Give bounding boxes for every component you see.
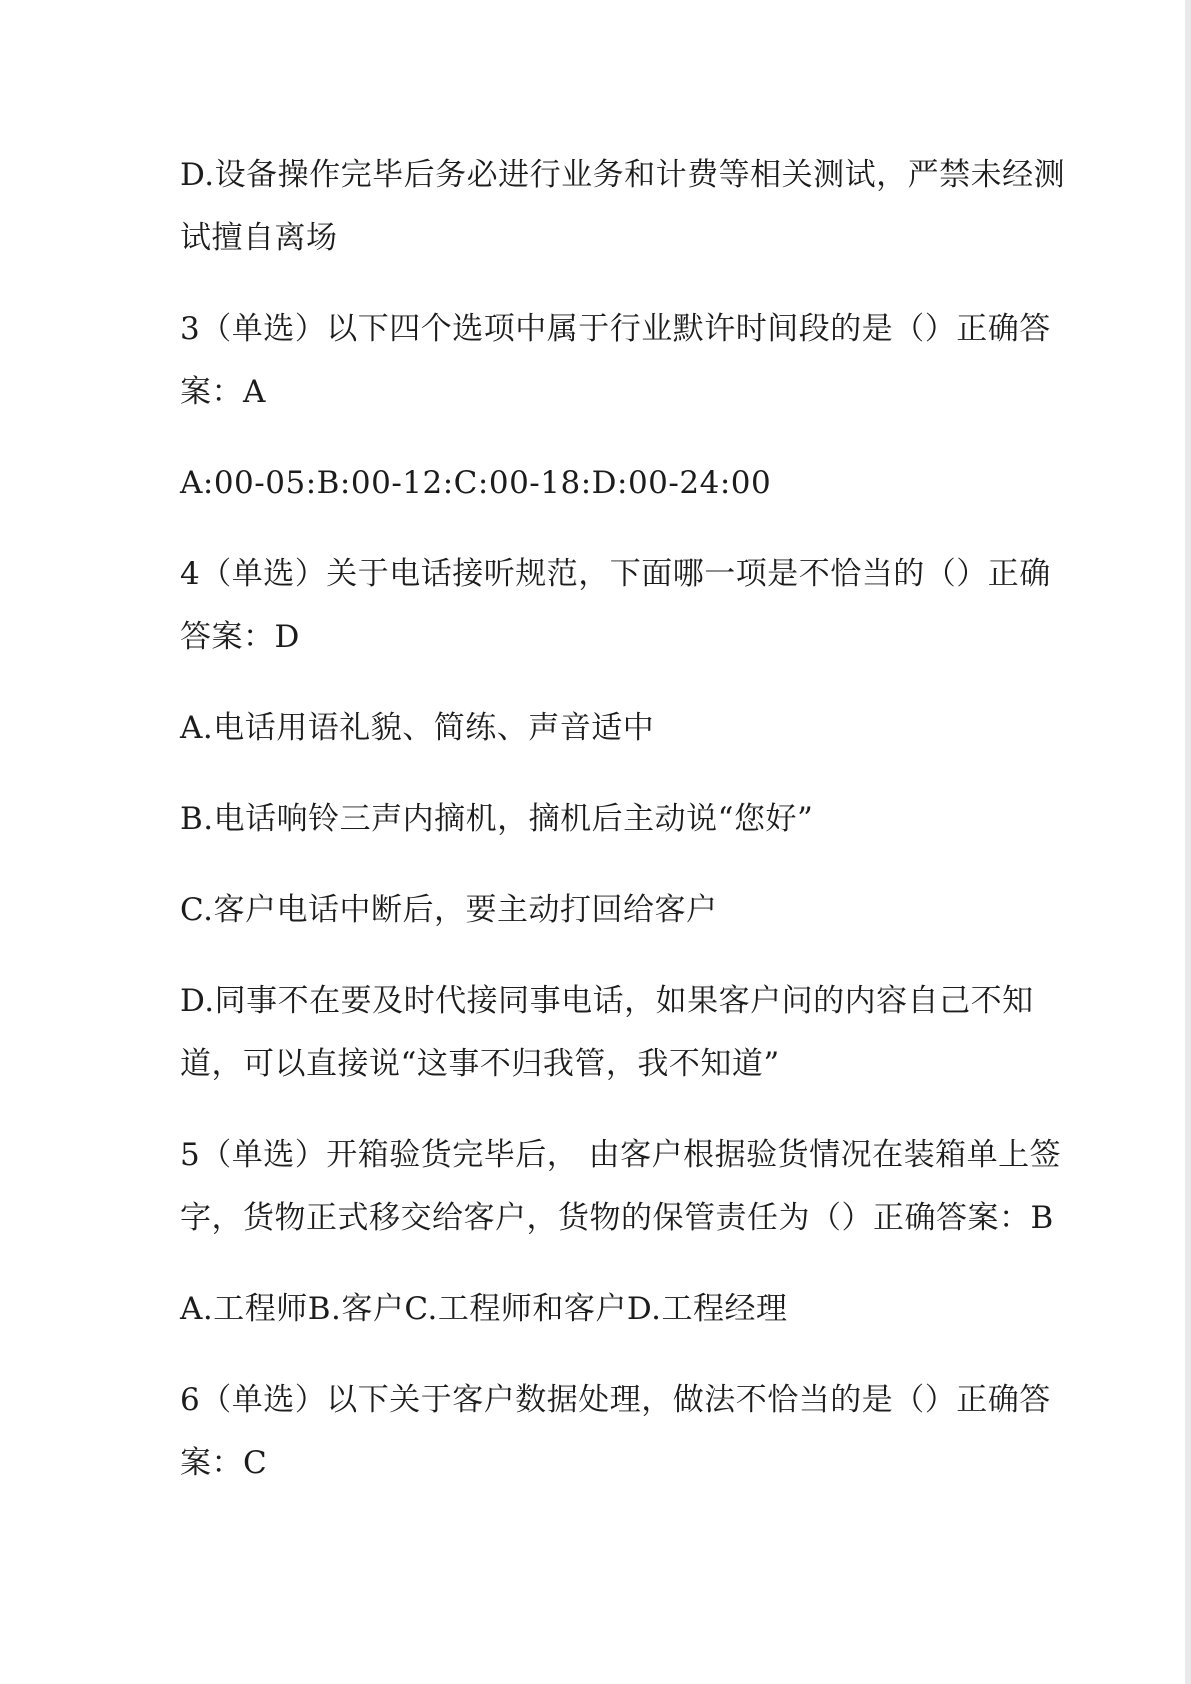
question-3-options: A:00-05:B:00-12:C:00-18:D:00-24:00 [180,465,772,501]
question-4-option-d-line-1: D.同事不在要及时代接同事电话，如果客户问的内容自己不知 [180,983,1034,1019]
option-d-line-2: 试擅自离场 [180,220,338,256]
question-3-line-2: 案：A [180,374,266,410]
question-4-line-2: 答案：D [180,619,300,655]
question-3-line-1: 3（单选）以下四个选项中属于行业默许时间段的是（）正确答 [180,311,1051,347]
question-4-option-a: A.电话用语礼貌、简练、声音适中 [180,710,655,746]
question-5-line-1: 5（单选）开箱验货完毕后， 由客户根据验货情况在装箱单上签 [180,1137,1062,1173]
question-5-options: A.工程师B.客户C.工程师和客户D.工程经理 [180,1291,788,1327]
option-d-line-1: D.设备操作完毕后务必进行业务和计费等相关测试，严禁未经测 [180,157,1066,193]
question-4-line-1: 4（单选）关于电话接听规范，下面哪一项是不恰当的（）正确 [180,556,1051,592]
page-edge-divider [1185,0,1191,1684]
question-4-option-b: B.电话响铃三声内摘机，摘机后主动说“您好” [180,801,814,837]
question-4-option-c: C.客户电话中断后，要主动打回给客户 [180,892,718,928]
question-5-line-2: 字，货物正式移交给客户，货物的保管责任为（）正确答案：B [180,1200,1054,1236]
question-6-line-1: 6（单选）以下关于客户数据处理，做法不恰当的是（）正确答 [180,1382,1051,1418]
question-4-option-d-line-2: 道，可以直接说“这事不归我管，我不知道” [180,1046,780,1082]
question-6-line-2: 案：C [180,1445,268,1481]
